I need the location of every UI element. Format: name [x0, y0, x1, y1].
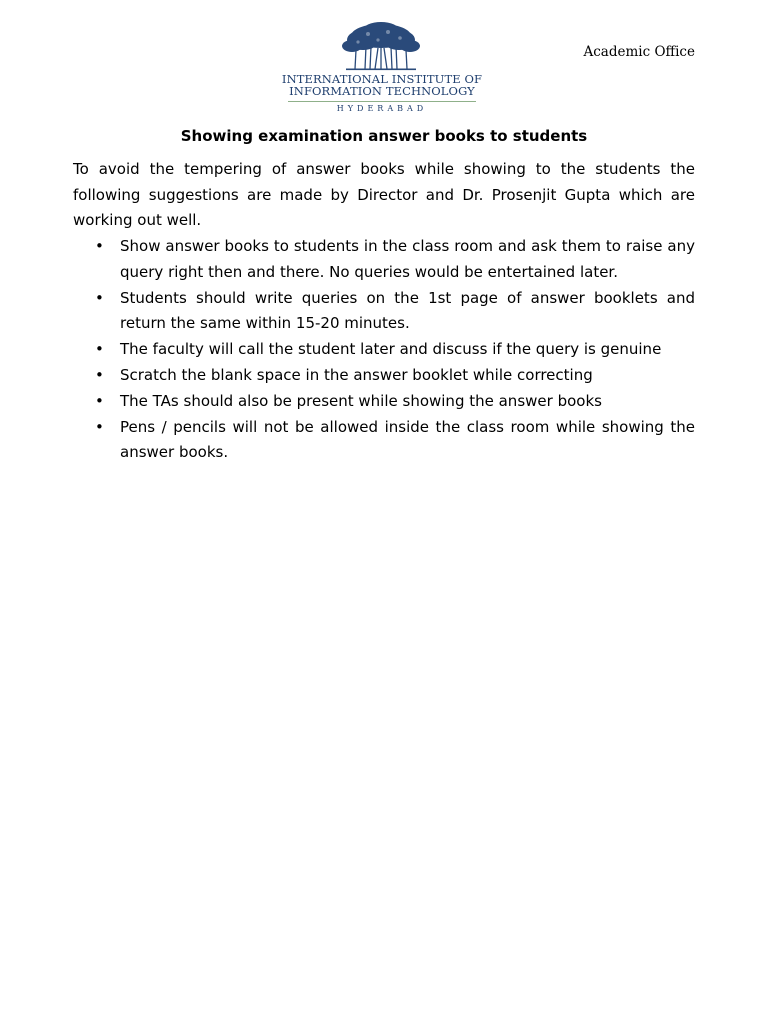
bullet-icon: • — [95, 237, 104, 255]
intro-paragraph: To avoid the tempering of answer books while showing to the students the following suggestions are made by Director and Dr. Prosenjit Gupta which are working out well. — [73, 160, 695, 229]
list-item-text: The faculty will call the student later and discuss if the query is genuine — [120, 340, 662, 359]
office-label: Academic Office — [583, 44, 695, 60]
logo-text-line2: INFORMATION TECHNOLOGY — [289, 84, 475, 98]
bullet-icon: • — [95, 417, 104, 436]
list-item — [73, 286, 695, 338]
list-item-text: The TAs should also be present while showing the answer books — [120, 391, 602, 410]
list-item — [73, 337, 695, 363]
bullet-icon: • — [95, 288, 104, 307]
list-item-text: Scratch the blank space in the answer booklet while correcting — [120, 365, 593, 384]
logo-text-line1: INTERNATIONAL INSTITUTE OF — [281, 72, 483, 86]
list-item — [73, 415, 695, 467]
banyan-tree-icon — [338, 22, 424, 72]
suggestions-list — [73, 234, 695, 466]
list-item — [73, 234, 695, 286]
institute-logo — [280, 22, 484, 118]
list-item — [73, 389, 695, 415]
bullet-icon: • — [95, 391, 104, 410]
list-item — [73, 363, 695, 389]
bullet-icon: • — [95, 340, 104, 359]
bullet-icon: • — [95, 365, 104, 384]
logo-divider — [288, 101, 476, 102]
document-title: Showing examination answer books to students — [180, 127, 588, 145]
list-item-text: Show answer books to students in the class room and ask them to raise any query right then and there. No queries would be entertained later. — [120, 237, 695, 281]
list-item-text: Students should write queries on the 1st page of answer booklets and return the same within 15-20 minutes. — [120, 288, 695, 333]
logo-city-text: HYDERABAD — [336, 104, 428, 113]
list-item-text: Pens / pencils will not be allowed inside the class room while showing the answer books. — [120, 417, 695, 462]
